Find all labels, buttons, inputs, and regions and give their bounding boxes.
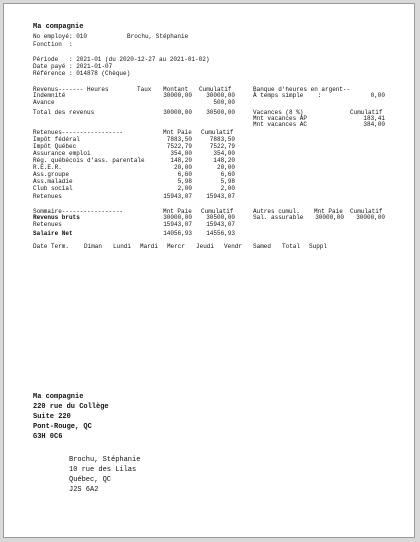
autres-col-cumulatif: Cumulatif <box>350 208 383 215</box>
retenues-col-mnt: Mnt Paie <box>163 129 192 136</box>
revenus-row-label: Avance <box>33 99 55 106</box>
retenues-row-label: Impôt fédéral <box>33 136 80 143</box>
revenus-col-cumulatif: Cumulatif <box>199 86 232 93</box>
retenues-row-cumulatif: 7883,50 <box>209 136 235 143</box>
sommaire-row-mnt: 30000,00 <box>163 214 192 221</box>
retenues-row-cumulatif: 6,60 <box>220 171 235 178</box>
retenues-row-label: Rég. québécois d'ass. parentale <box>33 157 145 164</box>
time-header-suppl: Suppl <box>309 243 328 250</box>
revenus-row-montant: 30000,00 <box>163 92 192 99</box>
autres-col-mnt: Mnt Paie <box>314 208 343 215</box>
time-header-samed: Samed <box>253 243 272 250</box>
retenues-row-mnt: 7883,50 <box>166 136 192 143</box>
time-header-date-term: Date Term. <box>33 243 70 250</box>
banque-row-value: 0,00 <box>370 92 385 99</box>
employee-name: Brochu, Stéphanie <box>127 33 189 40</box>
sommaire-header: Sommaire----------------- <box>33 208 124 215</box>
sommaire-row-cumulatif: 15943,07 <box>206 221 235 228</box>
autres-row-mnt: 30000,00 <box>315 214 344 221</box>
banque-header: Banque d'heures en argent-- <box>253 86 351 93</box>
sommaire-row-label: Retenues <box>33 221 62 228</box>
revenus-total-cumulatif: 30500,00 <box>206 109 235 116</box>
recipient-address-line: Québec, QC <box>69 476 112 484</box>
retenues-row-label: Ass.groupe <box>33 171 70 178</box>
autres-row-cumulatif: 30000,00 <box>356 214 385 221</box>
autres-header: Autres cumul. <box>253 208 300 215</box>
retenues-header: Retenues----------------- <box>33 129 124 136</box>
pay-stub-page <box>3 3 415 538</box>
vacances-row-label: Mnt vacances AC <box>253 121 308 128</box>
sommaire-row-mnt: 14056,93 <box>163 230 192 237</box>
retenues-row-label: Club social <box>33 185 73 192</box>
retenues-row-cumulatif: 5,98 <box>220 178 235 185</box>
vacances-row-label: Mnt vacances AP <box>253 115 308 122</box>
sender-address-line: 220 rue du Collège <box>33 403 109 411</box>
retenues-row-cumulatif: 354,00 <box>213 150 235 157</box>
sommaire-row-cumulatif: 30500,00 <box>206 214 235 221</box>
retenues-total-label: Retenues <box>33 193 62 200</box>
retenues-row-cumulatif: 20,00 <box>216 164 235 171</box>
sender-address-line: G3H 0C6 <box>33 433 63 441</box>
sommaire-row-mnt: 15943,07 <box>163 221 192 228</box>
vacances-row-value: 183,41 <box>363 115 385 122</box>
autres-row-label: Sal. assurable <box>253 214 304 221</box>
retenues-total-cumulatif: 15943,07 <box>206 193 235 200</box>
retenues-row-label: Impôt Québec <box>33 143 77 150</box>
sommaire-row-label: Revenus bruts <box>33 214 80 221</box>
recipient-address-line: Brochu, Stéphanie <box>69 456 141 464</box>
time-header-total: Total <box>282 243 301 250</box>
retenues-row-cumulatif: 148,20 <box>213 157 235 164</box>
sender-address-line: Suite 220 <box>33 413 71 421</box>
sommaire-col-cumulatif: Cumulatif <box>201 208 234 215</box>
retenues-row-label: Assurance emploi <box>33 150 91 157</box>
sender-address-line: Ma compagnie <box>33 393 84 401</box>
retenues-row-mnt: 20,00 <box>173 164 192 171</box>
retenues-row-label: R.E.E.R. <box>33 164 62 171</box>
retenues-row-mnt: 7522,79 <box>166 143 192 150</box>
revenus-row-cumulatif: 30000,00 <box>206 92 235 99</box>
vacances-col-cumulatif: Cumulatif <box>350 109 383 116</box>
time-header-vendr: Vendr <box>224 243 243 250</box>
time-header-diman: Diman <box>84 243 103 250</box>
reference-line: Référence : 014878 (Chèque) <box>33 70 131 77</box>
time-header-lundi: Lundi <box>113 243 132 250</box>
period-line: Période : 2021-01 (du 2020-12-27 au 2021-01-02) <box>33 56 210 63</box>
retenues-row-label: Ass.maladie <box>33 178 73 185</box>
revenus-col-taux: Taux <box>137 86 152 93</box>
vacances-header: Vacances (8 %) <box>253 109 304 116</box>
revenus-col-montant: Montant <box>163 86 189 93</box>
retenues-row-cumulatif: 2,00 <box>220 185 235 192</box>
vacances-row-value: 384,00 <box>363 121 385 128</box>
revenus-total-label: Total des revenus <box>33 109 95 116</box>
retenues-row-mnt: 2,00 <box>177 185 192 192</box>
sommaire-row-cumulatif: 14556,93 <box>206 230 235 237</box>
retenues-row-mnt: 354,00 <box>170 150 192 157</box>
revenus-row-label: Indemnité <box>33 92 66 99</box>
retenues-row-mnt: 148,20 <box>170 157 192 164</box>
pay-date-line: Date payé : 2021-01-07 <box>33 63 113 70</box>
revenus-row-cumulatif: 500,00 <box>213 99 235 106</box>
revenus-total-montant: 30000,00 <box>163 109 192 116</box>
time-header-mardi: Mardi <box>140 243 159 250</box>
banque-row-label: À temps simple : <box>253 92 322 99</box>
fonction-label: Fonction : <box>33 41 73 48</box>
employee-number: No employé: 010 <box>33 33 88 40</box>
recipient-address-line: J2S 6A2 <box>69 486 99 494</box>
retenues-row-mnt: 5,98 <box>177 178 192 185</box>
company-name: Ma compagnie <box>33 23 84 31</box>
retenues-row-mnt: 6,60 <box>177 171 192 178</box>
retenues-total-mnt: 15943,07 <box>163 193 192 200</box>
revenus-header: Revenus------- Heures <box>33 86 109 93</box>
recipient-address-line: 10 rue des Lilas <box>69 466 137 474</box>
time-header-jeudi: Jeudi <box>196 243 215 250</box>
sender-address-line: Pont-Rouge, QC <box>33 423 92 431</box>
retenues-row-cumulatif: 7522,79 <box>209 143 235 150</box>
sommaire-col-mnt: Mnt Paie <box>163 208 192 215</box>
sommaire-row-label: Salaire Net <box>33 230 73 237</box>
time-header-mercr: Mercr <box>167 243 186 250</box>
retenues-col-cumulatif: Cumulatif <box>201 129 234 136</box>
